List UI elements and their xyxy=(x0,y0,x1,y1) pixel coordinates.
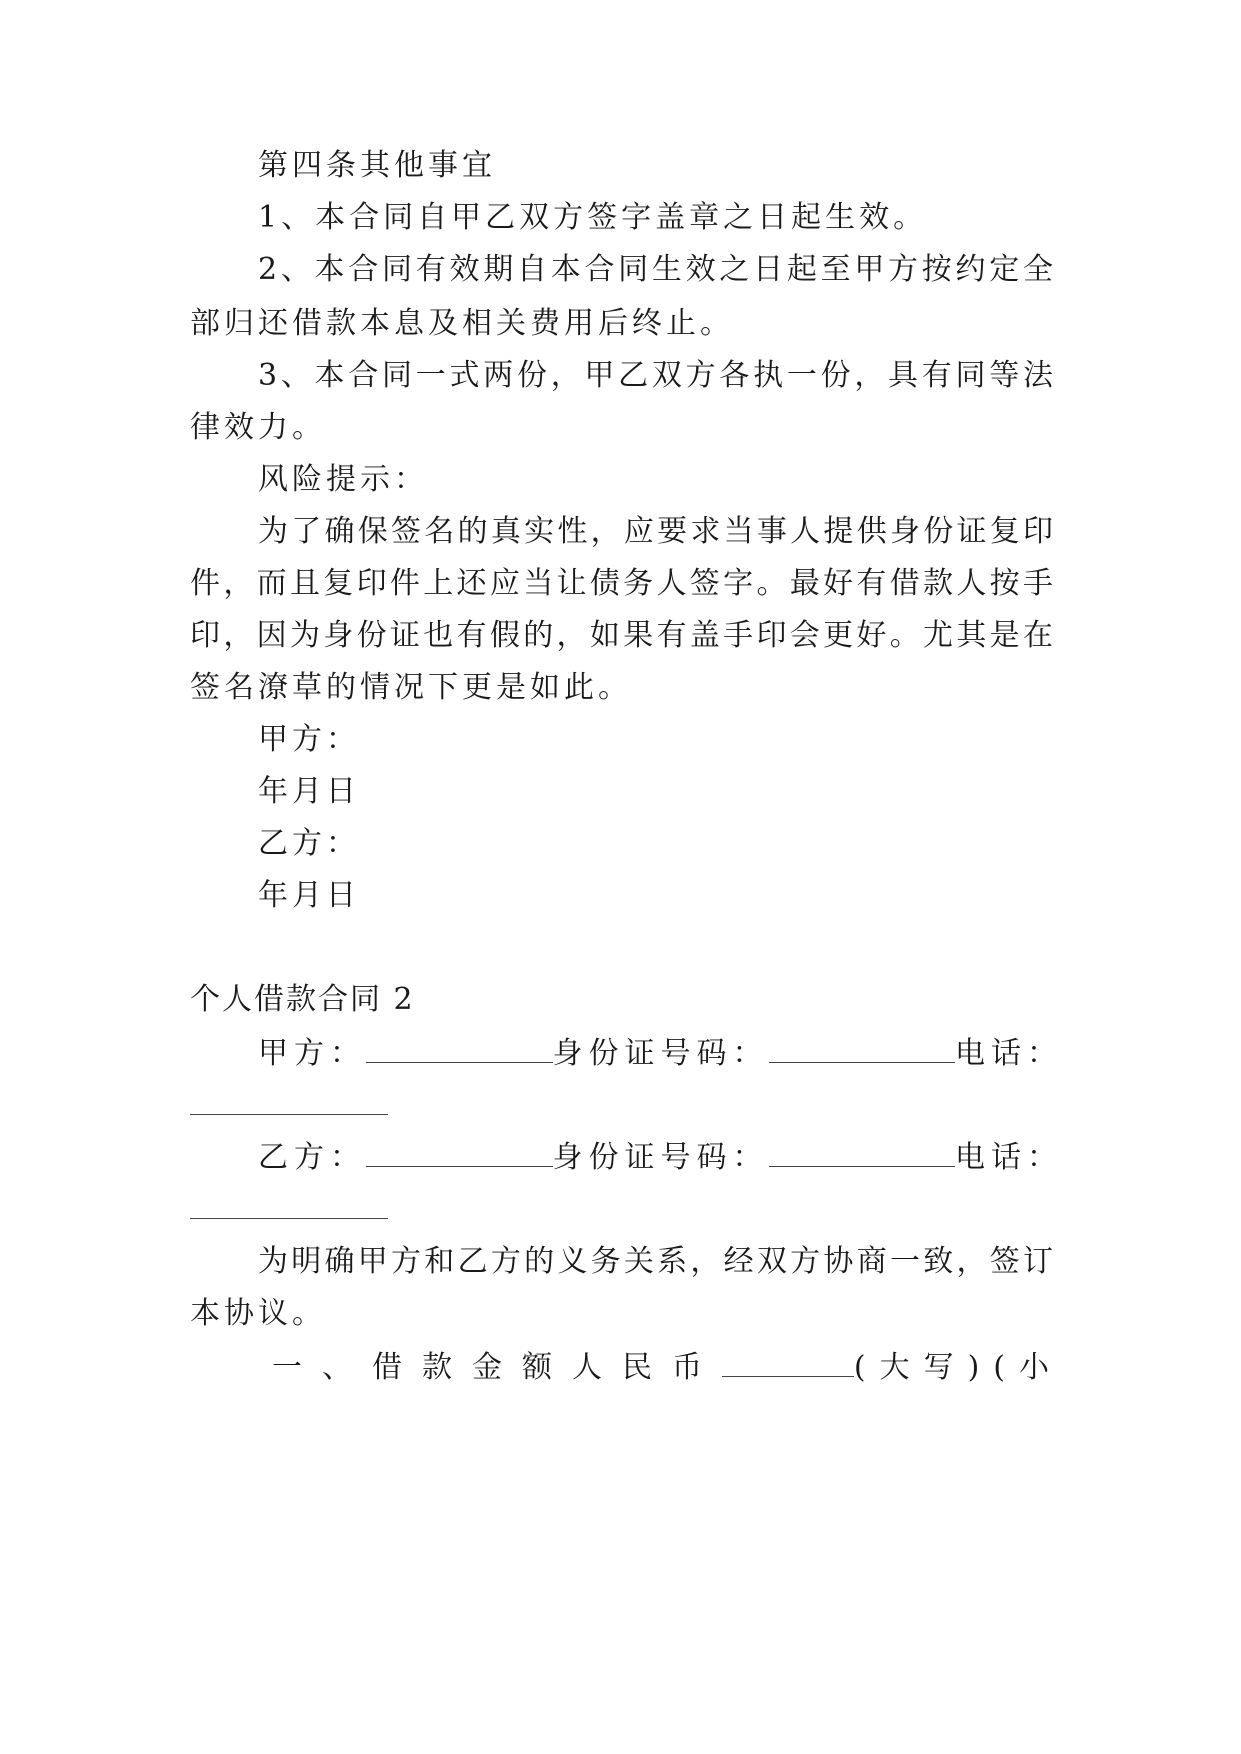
party-a-field-row xyxy=(258,1034,1063,1074)
party-b-label: 乙方： xyxy=(258,1140,366,1175)
intro-line-2: 本协议。 xyxy=(190,1296,326,1331)
party-a-id-blank[interactable] xyxy=(769,1034,956,1063)
risk-heading: 风险提示： xyxy=(258,462,428,497)
signature-party-b: 乙方： xyxy=(258,826,360,861)
clause-2-line-2: 部归还借款本息及相关费用后终止。 xyxy=(190,306,734,341)
loan-amount-label: 一、借款金额人民币 xyxy=(272,1350,722,1385)
clause-3-line-2: 律效力。 xyxy=(190,410,326,445)
party-a-name-blank[interactable] xyxy=(366,1034,553,1063)
party-a-phone-blank[interactable] xyxy=(190,1114,388,1115)
party-b-phone-label: 电话： xyxy=(955,1140,1063,1175)
section-heading: 第四条其他事宜 xyxy=(258,148,496,183)
party-b-id-label: 身份证号码： xyxy=(552,1140,769,1175)
party-b-id-blank[interactable] xyxy=(769,1138,956,1167)
signature-date-b: 年月日 xyxy=(258,878,360,913)
party-a-phone-label: 电话： xyxy=(955,1036,1063,1071)
loan-amount-suffix: (大写)(小 xyxy=(853,1350,1063,1385)
party-b-field-row xyxy=(258,1138,1063,1178)
party-a-id-label: 身份证号码： xyxy=(552,1036,769,1071)
loan-amount-blank[interactable] xyxy=(722,1348,854,1377)
contract-title: 个人借款合同 2 xyxy=(190,982,415,1017)
party-a-label: 甲方： xyxy=(258,1036,366,1071)
loan-amount-row xyxy=(272,1348,1063,1388)
signature-date-a: 年月日 xyxy=(258,774,360,809)
intro-line-1: 为明确甲方和乙方的义务关系，经双方协商一致，签订 xyxy=(258,1244,1053,1279)
party-b-name-blank[interactable] xyxy=(366,1138,553,1167)
risk-line-3: 印，因为身份证也有假的，如果有盖手印会更好。尤其是在 xyxy=(190,618,1053,653)
risk-line-2: 件，而且复印件上还应当让债务人签字。最好有借款人按手 xyxy=(190,566,1053,601)
signature-party-a: 甲方： xyxy=(258,722,360,757)
clause-3-line-1: 3、本合同一式两份，甲乙双方各执一份，具有同等法 xyxy=(258,358,1053,393)
risk-line-1: 为了确保签名的真实性，应要求当事人提供身份证复印 xyxy=(258,514,1053,549)
clause-2-line-1: 2、本合同有效期自本合同生效之日起至甲方按约定全 xyxy=(258,252,1053,287)
clause-1: 1、本合同自甲乙双方签字盖章之日起生效。 xyxy=(258,200,928,235)
party-b-phone-blank[interactable] xyxy=(190,1218,388,1219)
risk-line-4: 签名潦草的情况下更是如此。 xyxy=(190,670,632,705)
